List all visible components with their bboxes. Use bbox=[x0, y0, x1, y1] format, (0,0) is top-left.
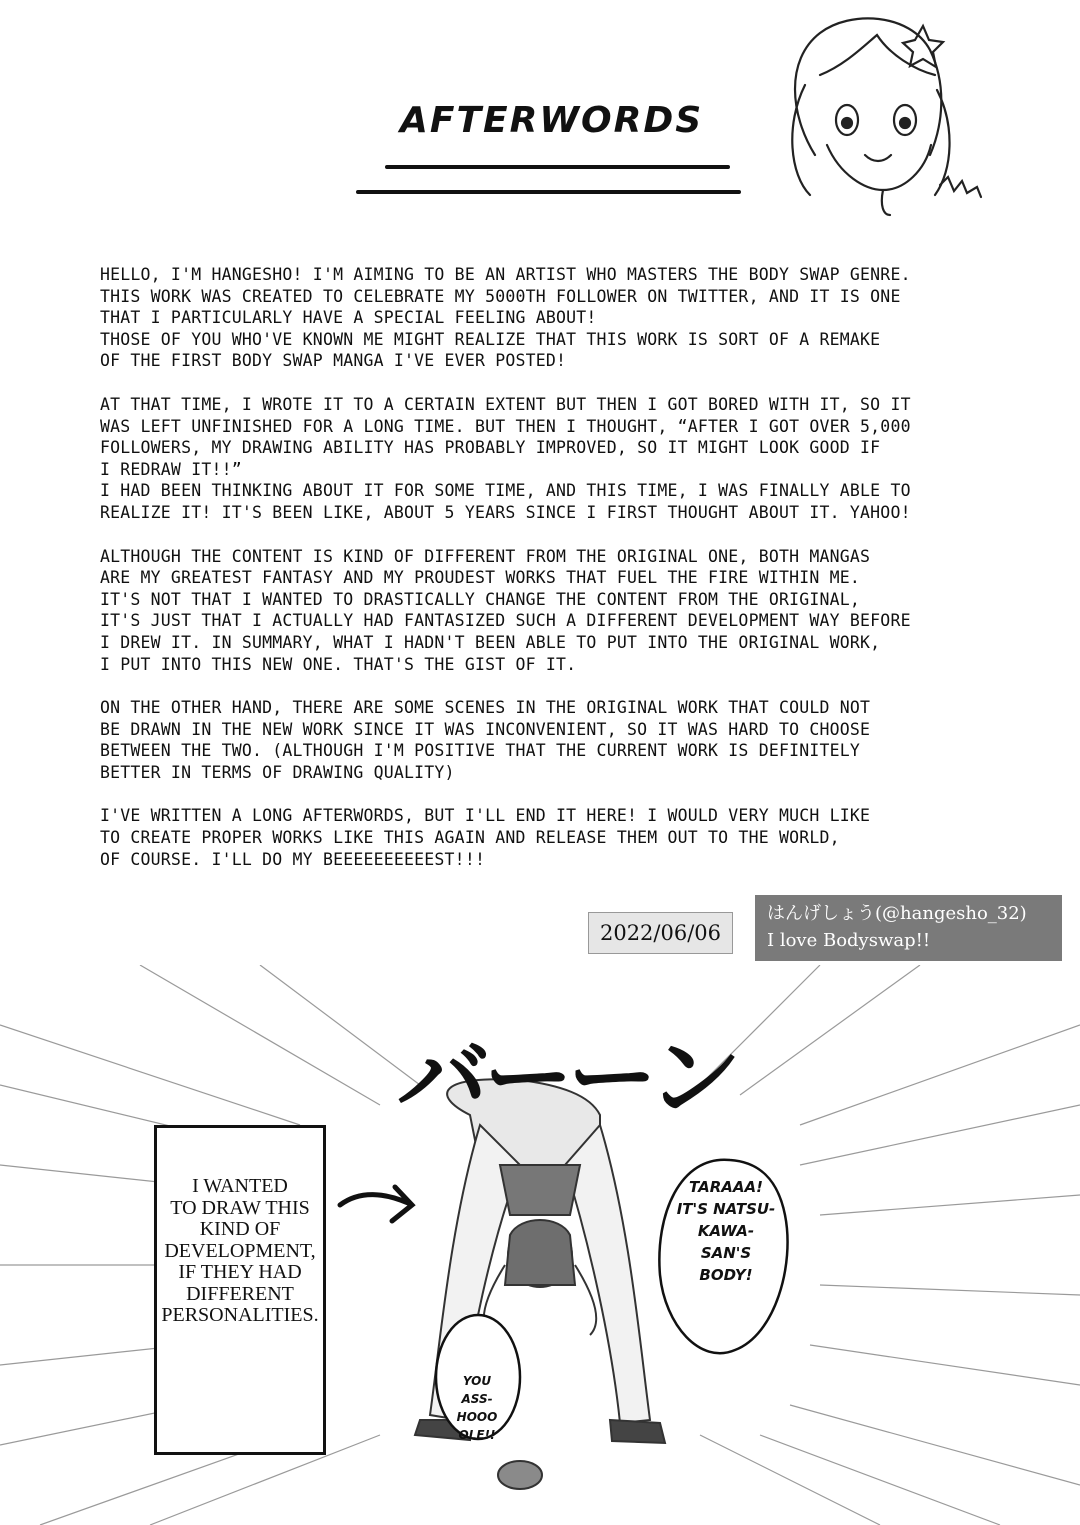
narration-line: IF THEY HAD bbox=[178, 1261, 302, 1283]
date-stamp: 2022/06/06 bbox=[588, 912, 733, 954]
afterword-body bbox=[100, 264, 990, 892]
speech-line: YOU bbox=[462, 1374, 492, 1388]
author-credit bbox=[755, 895, 1062, 961]
text-line: BETTER IN TERMS OF DRAWING QUALITY) bbox=[100, 762, 455, 782]
text-line: OF THE FIRST BODY SWAP MANGA I'VE EVER POSTED! bbox=[100, 351, 567, 371]
text-line: ALTHOUGH THE CONTENT IS KIND OF DIFFERENT FROM THE ORIGINAL ONE, BOTH MANGAS bbox=[100, 546, 871, 566]
text-line: WAS LEFT UNFINISHED FOR A LONG TIME. BUT THEN I THOUGHT, “AFTER I GOT OVER 5,000 bbox=[100, 416, 911, 436]
narration-line: KIND OF bbox=[199, 1218, 281, 1240]
speech-bubble-small bbox=[448, 1372, 506, 1444]
text-line: THAT I PARTICULARLY HAVE A SPECIAL FEELING ABOUT! bbox=[100, 308, 597, 328]
text-line: BE DRAWN IN THE NEW WORK SINCE IT WAS INCONVENIENT, SO IT WAS HARD TO CHOOSE bbox=[100, 719, 871, 739]
sound-effect-text: バーーン bbox=[393, 1026, 739, 1131]
speech-bubble-main bbox=[676, 1176, 776, 1286]
text-line: I HAD BEEN THINKING ABOUT IT FOR SOME TIME, AND THIS TIME, I WAS FINALLY ABLE TO bbox=[100, 481, 911, 501]
text-line: OF COURSE. I'LL DO MY BEEEEEEEEEEST!!! bbox=[100, 849, 486, 869]
title-underline bbox=[385, 165, 730, 169]
text-line: ARE MY GREATEST FANTASY AND MY PROUDEST WORKS THAT FUEL THE FIRE WITHIN ME. bbox=[100, 568, 861, 588]
text-line: IT'S NOT THAT I WANTED TO DRASTICALLY CHANGE THE CONTENT FROM THE ORIGINAL, bbox=[100, 589, 861, 609]
speech-line: TARAAA! bbox=[689, 1178, 763, 1196]
speech-line: IT'S NATSU- bbox=[676, 1200, 776, 1218]
text-line: ON THE OTHER HAND, THERE ARE SOME SCENES IN THE ORIGINAL WORK THAT COULD NOT bbox=[100, 698, 871, 718]
text-line: BETWEEN THE TWO. (ALTHOUGH I'M POSITIVE THAT THE CURRENT WORK IS DEFINITELY bbox=[100, 741, 861, 761]
text-line: I DREW IT. IN SUMMARY, WHAT I HADN'T BEEN ABLE TO PUT INTO THE ORIGINAL WORK, bbox=[100, 632, 881, 652]
narration-line: DIFFERENT bbox=[186, 1282, 294, 1305]
arrow-icon bbox=[340, 1187, 412, 1221]
speech-line: OLE!! bbox=[458, 1428, 496, 1442]
author-handle: はんげしょう(@hangesho_32) bbox=[767, 903, 1027, 924]
narration-line: PERSONALITIES. bbox=[161, 1304, 319, 1326]
narration-box bbox=[154, 1125, 326, 1455]
text-line: HELLO, I'M HANGESHO! I'M AIMING TO BE AN ARTIST WHO MASTERS THE BODY SWAP GENRE. bbox=[100, 265, 911, 284]
text-line: AT THAT TIME, I WROTE IT TO A CERTAIN EXTENT BUT THEN I GOT BORED WITH IT, SO IT bbox=[100, 394, 911, 414]
text-line: FOLLOWERS, MY DRAWING ABILITY HAS PROBABLY IMPROVED, SO IT MIGHT LOOK GOOD IF bbox=[100, 438, 881, 458]
author-tagline: I love Bodyswap!! bbox=[767, 930, 931, 951]
speech-line: BODY! bbox=[699, 1266, 753, 1284]
text-line: TO CREATE PROPER WORKS LIKE THIS AGAIN AND RELEASE THEM OUT TO THE WORLD, bbox=[100, 828, 840, 848]
narration-line: DEVELOPMENT, bbox=[164, 1239, 316, 1262]
speech-line: HOOO bbox=[456, 1410, 498, 1424]
narration-line: I WANTED bbox=[192, 1175, 288, 1197]
paragraph bbox=[100, 697, 990, 783]
speech-line: ASS- bbox=[461, 1392, 493, 1406]
text-line: I'VE WRITTEN A LONG AFTERWORDS, BUT I'LL END IT HERE! I WOULD VERY MUCH LIKE bbox=[100, 806, 871, 826]
text-line: THOSE OF YOU WHO'VE KNOWN ME MIGHT REALIZE THAT THIS WORK IS SORT OF A REMAKE bbox=[100, 329, 881, 349]
paragraph bbox=[100, 805, 990, 870]
text-line: I PUT INTO THIS NEW ONE. THAT'S THE GIST OF IT. bbox=[100, 654, 577, 674]
author-sketch-avatar bbox=[765, 5, 995, 220]
text-line: IT'S JUST THAT I ACTUALLY HAD FANTASIZED SUCH A DIFFERENT DEVELOPMENT WAY BEFORE bbox=[100, 611, 911, 631]
paragraph bbox=[100, 546, 990, 676]
narration-line: TO DRAW THIS bbox=[170, 1196, 310, 1219]
text-line: THIS WORK WAS CREATED TO CELEBRATE MY 5000TH FOLLOWER ON TWITTER, AND IT IS ONE bbox=[100, 286, 901, 306]
page-title: AFTERWORDS bbox=[400, 100, 704, 141]
text-line: I REDRAW IT!!” bbox=[100, 459, 242, 479]
paragraph bbox=[100, 394, 990, 524]
speech-line: KAWA-SAN'S bbox=[697, 1222, 755, 1262]
paragraph bbox=[100, 264, 990, 372]
text-line: REALIZE IT! IT'S BEEN LIKE, ABOUT 5 YEARS SINCE I FIRST THOUGHT ABOUT IT. YAHOO! bbox=[100, 502, 911, 522]
title-underline-lower bbox=[356, 190, 741, 194]
